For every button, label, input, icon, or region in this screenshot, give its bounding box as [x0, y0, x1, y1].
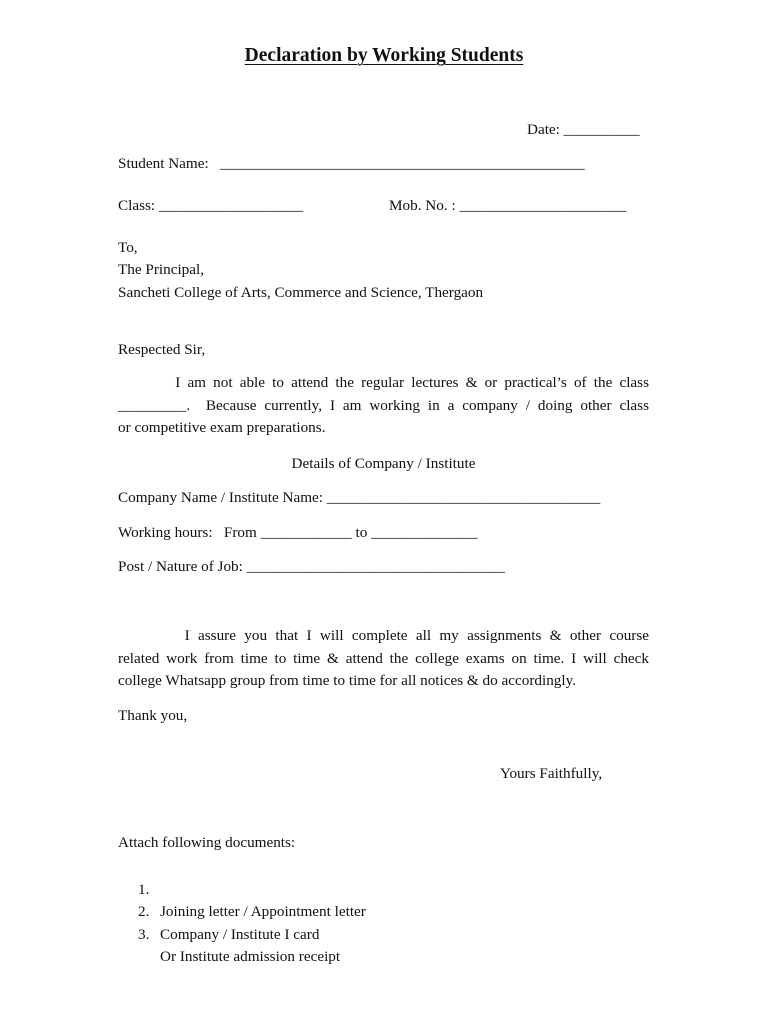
closing-signoff: Yours Faithfully, — [500, 765, 603, 782]
assurance-paragraph-line: college Whatsapp group from time to time for all notices & do accordingly. — [118, 672, 577, 689]
company-name-field[interactable]: Company Name / Institute Name: ____________________________________ — [118, 489, 601, 506]
post-nature-field[interactable]: Post / Nature of Job: __________________________________ — [118, 558, 505, 575]
body-paragraph-line: or competitive exam preparations. — [118, 419, 326, 436]
assurance-paragraph-line: I assure you that I will complete all my assignments & other course — [118, 627, 649, 644]
student-name-field[interactable]: Student Name: ________________________________________________ — [118, 155, 585, 172]
attachments-heading: Attach following documents: — [118, 834, 296, 851]
list-item-text: Or Institute admission receipt — [160, 948, 341, 965]
list-item-number: 1. — [138, 880, 150, 898]
list-item-text: Company / Institute I card — [160, 925, 320, 943]
list-item-number: 2. — [138, 903, 150, 920]
list-item — [118, 856, 366, 920]
working-hours-field[interactable]: Working hours: From ____________ to ______________ — [118, 524, 478, 541]
salutation: Respected Sir, — [118, 341, 206, 358]
attachments-list — [118, 856, 366, 965]
body-paragraph-line: I am not able to attend the regular lectures & or practical’s of the class — [118, 374, 649, 391]
list-item-number: 3. — [138, 925, 150, 943]
assurance-paragraph-line: related work from time to time & attend the college exams on time. I will check — [118, 649, 649, 667]
details-heading: Details of Company / Institute — [291, 455, 476, 472]
address-institution: Sancheti College of Arts, Commerce and Science, Thergaon — [118, 284, 484, 301]
thank-you: Thank you, — [118, 707, 188, 724]
mobile-number-field[interactable]: Mob. No. : ______________________ — [389, 197, 627, 214]
class-field[interactable]: Class: ___________________ — [118, 197, 304, 214]
date-field[interactable]: Date: __________ — [527, 121, 640, 138]
body-paragraph-line: _________. Because currently, I am working in a company / doing other class — [118, 396, 649, 414]
document-title: Declaration by Working Students — [244, 45, 524, 66]
list-item-text: Joining letter / Appointment letter — [160, 903, 366, 920]
body-paragraph — [118, 372, 649, 440]
address-recipient: The Principal, — [118, 261, 205, 278]
address-to: To, — [118, 239, 138, 256]
assurance-paragraph — [118, 625, 649, 693]
